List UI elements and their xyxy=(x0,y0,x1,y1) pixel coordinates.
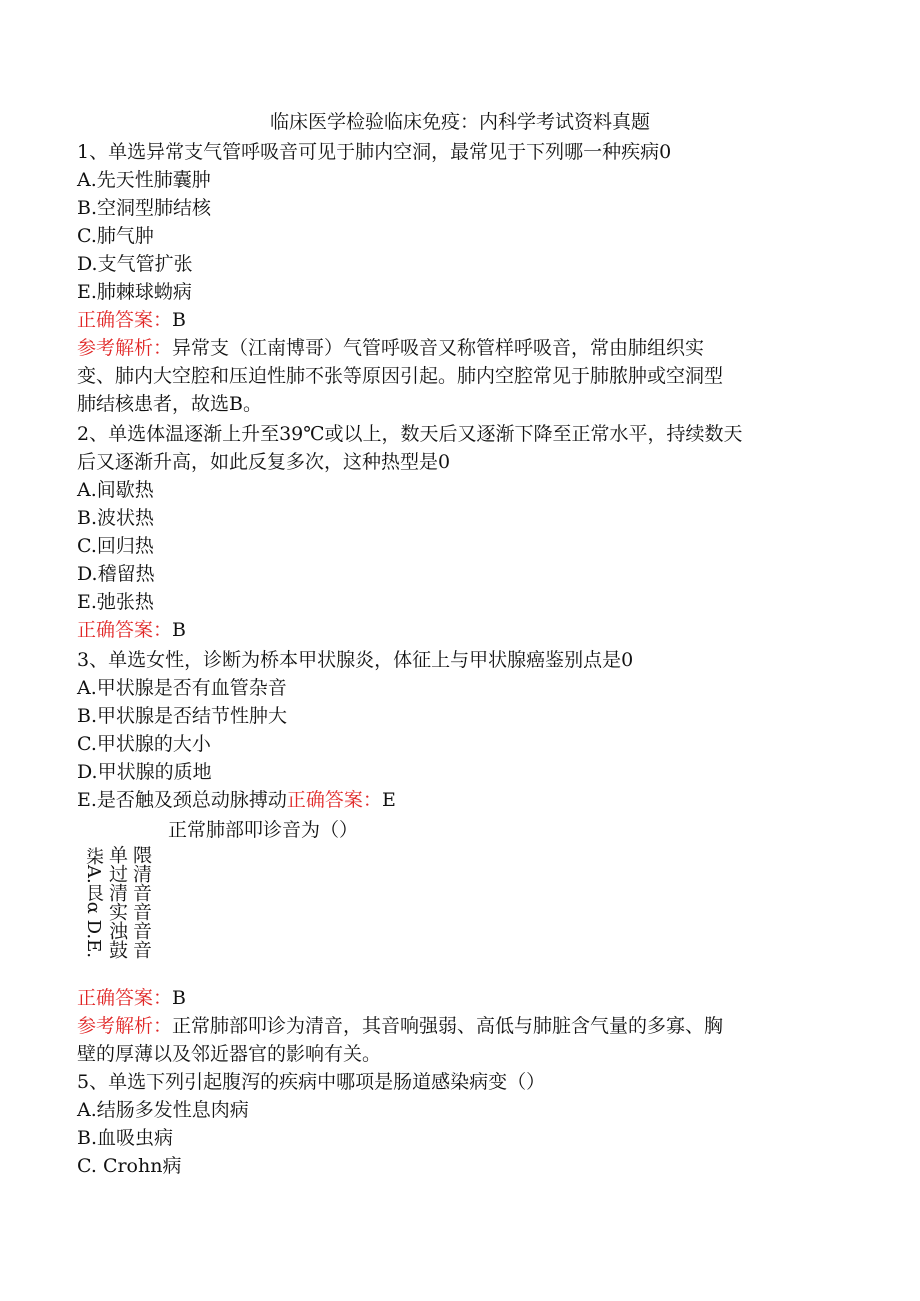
garbled-column: 隈清音音音音 xyxy=(130,845,152,959)
answer-value: B xyxy=(172,309,186,331)
question-stem: 5、单选下列引起腹泻的疾病中哪项是肠道感染病变（） xyxy=(77,1071,546,1093)
question-3 xyxy=(77,646,847,814)
analysis-line: 变、肺内大空腔和压迫性肺不张等原因引起。肺内空腔常见于肺脓肿或空洞型 xyxy=(77,365,724,387)
garbled-column: 单过清实浊鼓 xyxy=(106,845,128,959)
option: A.结肠多发性息肉病 xyxy=(77,1099,249,1121)
option: C. Crohn病 xyxy=(77,1155,182,1177)
option: B.空洞型肺结核 xyxy=(77,197,212,219)
answer-label: 正确答案： xyxy=(286,789,382,811)
option: B.波状热 xyxy=(77,507,155,529)
option: D.稽留热 xyxy=(77,563,155,585)
answer-row xyxy=(77,306,847,334)
option: A.先天性肺囊肿 xyxy=(77,169,211,191)
answer-label: 正确答案： xyxy=(77,987,173,1009)
document-title: 临床医学检验临床免疫：内科学考试资料真题 xyxy=(269,111,650,133)
question-4-answer xyxy=(77,984,847,1068)
answer-row xyxy=(77,984,847,1012)
option: D.支气管扩张 xyxy=(77,253,193,275)
question-stem: 1、单选异常支气管呼吸音可见于肺内空洞，最常见于下列哪一种疾病0 xyxy=(77,141,672,163)
analysis-line xyxy=(77,1012,847,1040)
option: C.肺气肿 xyxy=(77,225,154,247)
option: A.间歇热 xyxy=(77,479,154,501)
analysis-text: 正常肺部叩诊为清音，其音响强弱、高低与肺脏含气量的多寡、胸 xyxy=(172,1015,724,1037)
option: E.肺棘球蚴病 xyxy=(77,281,192,303)
question-1 xyxy=(77,138,847,418)
analysis-text: 异常支（江南博哥）气管呼吸音又称管样呼吸音，常由肺组织实 xyxy=(172,337,705,359)
option: A.甲状腺是否有血管杂音 xyxy=(77,677,287,699)
answer-value: B xyxy=(172,987,186,1009)
analysis-label: 参考解析： xyxy=(77,337,173,359)
option: E.是否触及颈总动脉搏动 xyxy=(77,789,287,811)
question-2 xyxy=(77,420,847,644)
analysis-label: 参考解析： xyxy=(77,1015,173,1037)
answer-row xyxy=(77,786,847,814)
answer-label: 正确答案： xyxy=(77,619,173,641)
analysis-line xyxy=(77,334,847,362)
answer-value: E xyxy=(381,789,396,811)
answer-row xyxy=(77,616,847,644)
garbled-column: 柒A.艮α D.E. xyxy=(83,846,104,958)
question-5 xyxy=(77,1068,847,1180)
option: B.甲状腺是否结节性肿大 xyxy=(77,705,288,727)
answer-value: B xyxy=(172,619,186,641)
option: B.血吸虫病 xyxy=(77,1127,174,1149)
question-stem: 正常肺部叩诊音为（） xyxy=(168,819,359,841)
analysis-line: 肺结核患者，故选B。 xyxy=(77,393,262,415)
analysis-line: 壁的厚薄以及邻近器官的影响有关。 xyxy=(77,1043,382,1065)
option: D.甲状腺的质地 xyxy=(77,761,212,783)
option: C.回归热 xyxy=(77,535,154,557)
option: C.甲状腺的大小 xyxy=(77,733,211,755)
option: E.弛张热 xyxy=(77,591,154,613)
answer-label: 正确答案： xyxy=(77,309,173,331)
question-stem: 2、单选体温逐渐上升至39℃或以上，数天后又逐渐下降至正常水平，持续数天 xyxy=(77,423,743,445)
question-stem: 3、单选女性，诊断为桥本甲状腺炎，体征上与甲状腺癌鉴别点是0 xyxy=(77,649,634,671)
question-stem: 后又逐渐升高，如此反复多次，这种热型是0 xyxy=(77,451,451,473)
